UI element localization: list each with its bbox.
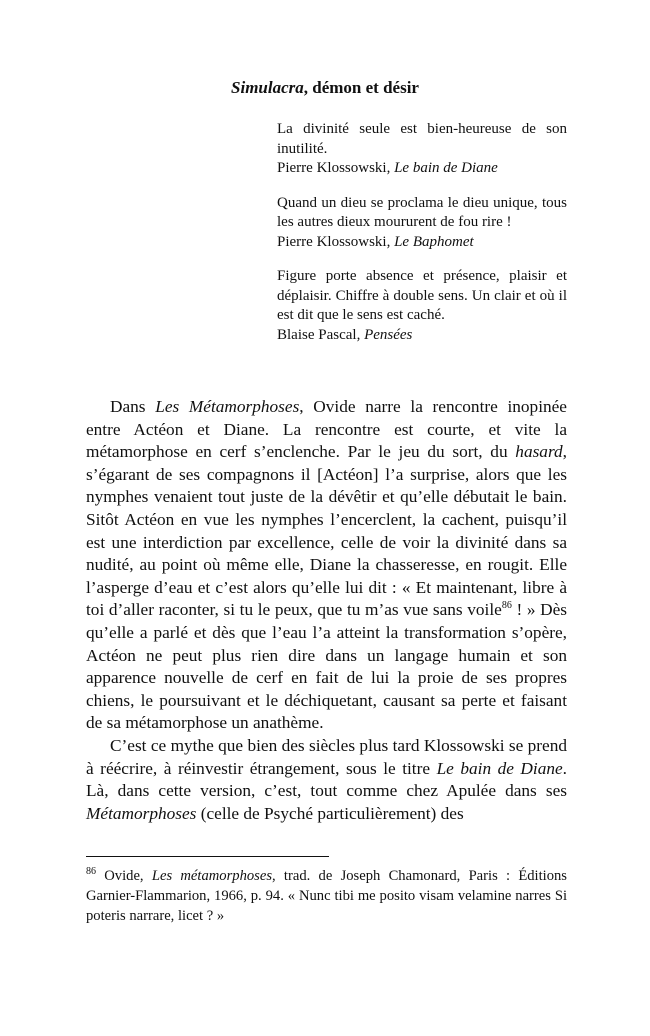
epigraph-work: Pensées — [364, 326, 413, 343]
epigraph — [277, 267, 567, 345]
italic-run: Les métamorphoses — [151, 868, 273, 884]
epigraph-source — [277, 233, 567, 253]
body-paragraph — [86, 735, 567, 825]
epigraph-quote: Figure porte absence et présence, plaisir et déplaisir. Chiffre à double sens. Un clair et où il est dit que le sens est caché. — [277, 268, 567, 323]
text-run: ! » Dès qu’elle a parlé et dès que l’eau l’a atteint la transformation s’opère, Actéon ne peut plus rien dire dans un langage humain et son apparence nouvelle de cerf en fait de lui la proie de ses propres chiens, le poursuivant et le déchiquetant, causant sa perte et faisant de sa métamorphose un anathème. — [86, 600, 567, 733]
text-run: , Ovide narre la rencontre inopinée entre Actéon et Diane. La rencontre est courte, et vite la métamorphose en cerf s’enclenche. Par le jeu du sort, du — [86, 397, 567, 462]
text-run: , s’égarant de ses compagnons il [Actéon] l’a surprise, alors que les nymphes venaient tout juste de la dévêtir et qu’elle débutait le bain. Sitôt Actéon en vue les nymphes l’encerclent, la cachent, puisqu’il est une interdiction par excellence, celle de voir la divinité dans sa nudité, au point où même elle, Diane la chasseresse, en rougit. Elle l’asperge d’eau et c’est alors qu’elle lui dit : « Et maintenant, libre à toi d’aller raconter, si tu le peux, que tu m’as vue sans voile — [86, 442, 567, 620]
footnote-ref[interactable]: 86 — [501, 600, 512, 612]
text-run: C’est ce mythe que bien des siècles plus tard Klossowski se prend à réécrire, à réinvestir étrangement, sous le titre — [86, 735, 567, 778]
epigraph-quote: La divinité seule est bien-heureuse de son inutilité. — [277, 121, 567, 157]
footnote-divider — [86, 856, 329, 857]
epigraph-author: Pierre Klossowski, — [277, 233, 395, 250]
chapter-title — [0, 78, 650, 98]
italic-run: Les Métamorphoses — [155, 397, 300, 416]
epigraph-work: Le bain de Diane — [394, 160, 498, 176]
epigraph-work: Le Baphomet — [394, 233, 474, 250]
epigraph-author: Blaise Pascal, — [277, 326, 365, 343]
footnote-number: 86 — [86, 866, 96, 878]
epigraph-source — [277, 326, 567, 346]
italic-run: hasard — [515, 442, 563, 462]
italic-run: Métamorphoses — [86, 803, 197, 823]
epigraph — [277, 194, 567, 253]
epigraph — [277, 120, 567, 179]
epigraph-quote: Quand un dieu se proclama le dieu unique, tous les autres dieux moururent de fou rire ! — [277, 194, 567, 230]
italic-run: Le bain de Diane — [436, 758, 563, 778]
text-run: (celle de Psyché particulièrement) des — [196, 803, 464, 823]
footnote-text — [86, 866, 567, 926]
title-italic: Simulacra — [231, 78, 304, 97]
text-run: Dans — [110, 397, 156, 416]
body-paragraph — [86, 396, 567, 735]
text-run: . Là, dans cette version, c’est, tout comme chez Apulée dans ses — [86, 758, 567, 801]
epigraph-source — [277, 159, 567, 179]
body-text — [86, 396, 567, 825]
epigraph-author: Pierre Klossowski, — [277, 160, 395, 176]
text-run: , trad. de Joseph Chamonard, Paris : Éditions Garnier-Flammarion, 1966, p. 94. « Nunc tibi me posito visam velamine narres Si poteris narrare, licet ? » — [86, 868, 567, 924]
epigraphs — [277, 120, 567, 360]
title-rest: , démon et désir — [303, 78, 419, 97]
text-run: Ovide, — [96, 868, 152, 884]
footnote — [86, 866, 567, 926]
